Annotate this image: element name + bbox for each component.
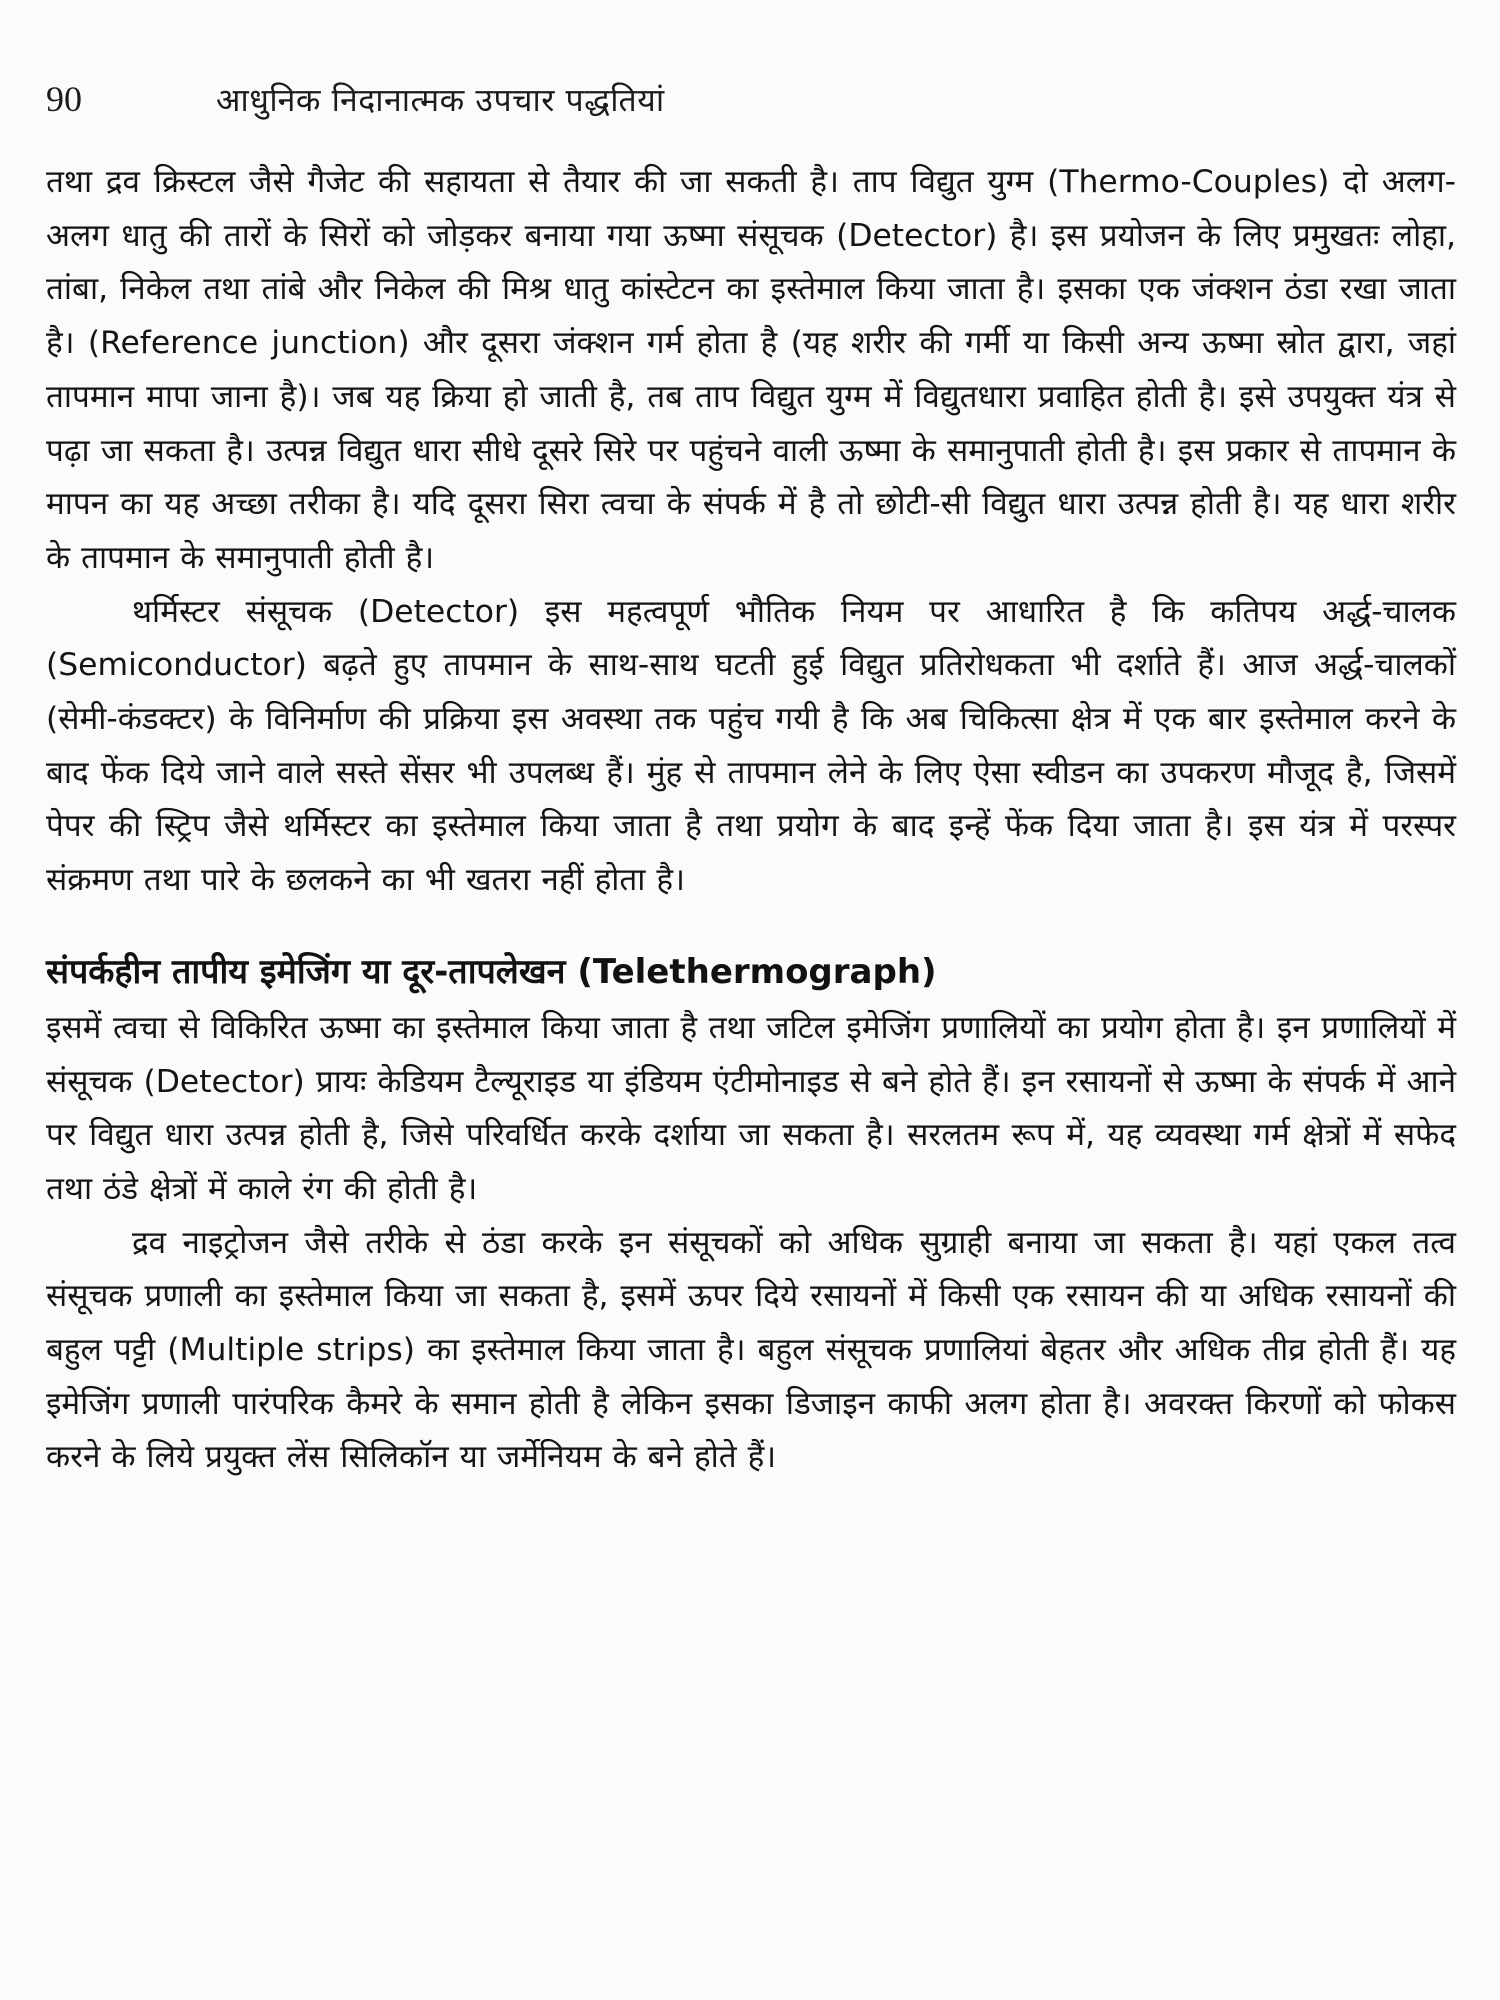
section-telethermograph <box>46 1002 1456 1485</box>
section-thermocouple <box>46 156 1456 908</box>
paragraph-thermistor: थर्मिस्टर संसूचक (Detector) इस महत्वपूर्ण भौतिक नियम पर आधारित है कि कतिपय अर्द्ध-चालक (Semiconductor) बढ़ते हुए तापमान के साथ-साथ घटती हुई विद्युत प्रतिरोधकता भी दर्शाते हैं। आज अर्द्ध-चालकों (सेमी-कंडक्टर) के विनिर्माण की प्रक्रिया इस अवस्था तक पहुंच गयी है कि अब चिकित्सा क्षेत्र में एक बार इस्तेमाल करने के बाद फेंक दिये जाने वाले सस्ते सेंसर भी उपलब्ध हैं। मुंह से तापमान लेने के लिए ऐसा स्वीडन का उपकरण मौजूद है, जिसमें पेपर की स्ट्रिप जैसे थर्मिस्टर का इस्तेमाल किया जाता है तथा प्रयोग के बाद इन्हें फेंक दिया जाता है। इस यंत्र में परस्पर संक्रमण तथा पारे के छलकने का भी खतरा नहीं होता है। <box>46 593 1456 899</box>
section-heading-telethermograph: संपर्कहीन तापीय इमेजिंग या दूर-तापलेखन (Telethermograph) <box>46 951 937 992</box>
page-content <box>46 156 1456 1485</box>
page-number: 90 <box>46 79 82 119</box>
paragraph-liquid-nitrogen: द्रव नाइट्रोजन जैसे तरीके से ठंडा करके इन संसूचकों को अधिक सुग्राही बनाया जा सकता है। यहां एकल तत्व संसूचक प्रणाली का इस्तेमाल किया जा सकता है, इसमें ऊपर दिये रसायनों में किसी एक रसायन की या अधिक रसायनों की बहुल पट्टी (Multiple strips) का इस्तेमाल किया जाता है। बहुल संसूचक प्रणालियां बेहतर और अधिक तीव्र होती हैं। यह इमेजिंग प्रणाली पारंपरिक कैमरे के समान होती है लेकिन इसका डिजाइन काफी अलग होता है। अवरक्त किरणों को फोकस करने के लिये प्रयुक्त लेंस सिलिकॉन या जर्मेनियम के बने होते हैं। <box>46 1224 1456 1476</box>
running-title: आधुनिक निदानात्मक उपचार पद्धतियां <box>216 81 665 119</box>
running-header <box>46 78 1456 128</box>
paragraph-thermocouple: तथा द्रव क्रिस्टल जैसे गैजेट की सहायता से तैयार की जा सकती है। ताप विद्युत युग्म (Thermo-Couples) दो अलग-अलग धातु की तारों के सिरों को जोड़कर बनाया गया ऊष्मा संसूचक (Detector) है। इस प्रयोजन के लिए प्रमुखतः लोहा, तांबा, निकेल तथा तांबे और निकेल की मिश्र धातु कांस्टेटन का इस्तेमाल किया जाता है। इसका एक जंक्शन ठंडा रखा जाता है। (Reference junction) और दूसरा जंक्शन गर्म होता है (यह शरीर की गर्मी या किसी अन्य ऊष्मा स्रोत द्वारा, जहां तापमान मापा जाना है)। जब यह क्रिया हो जाती है, तब ताप विद्युत युग्म में विद्युतधारा प्रवाहित होती है। इसे उपयुक्त यंत्र से पढ़ा जा सकता है। उत्पन्न विद्युत धारा सीधे दूसरे सिरे पर पहुंचने वाली ऊष्मा के समानुपाती होती है। इस प्रकार से तापमान के मापन का यह अच्छा तरीका है। यदि दूसरा सिरा त्वचा के संपर्क में है तो छोटी-सी विद्युत धारा उत्पन्न होती है। यह धारा शरीर के तापमान के समानुपाती होती है। <box>46 164 1456 576</box>
paragraph-telethermograph-intro: इसमें त्वचा से विकिरित ऊष्मा का इस्तेमाल किया जाता है तथा जटिल इमेजिंग प्रणालियों का प्रयोग होता है। इन प्रणालियों में संसूचक (Detector) प्रायः केडियम टैल्यूराइड या इंडियम एंटीमोनाइड से बने होते हैं। इन रसायनों से ऊष्मा के संपर्क में आने पर विद्युत धारा उत्पन्न होती है, जिसे परिवर्धित करके दर्शाया जा सकता है। सरलतम रूप में, यह व्यवस्था गर्म क्षेत्रों में सफेद तथा ठंडे क्षेत्रों में काले रंग की होती है। <box>46 1009 1457 1207</box>
